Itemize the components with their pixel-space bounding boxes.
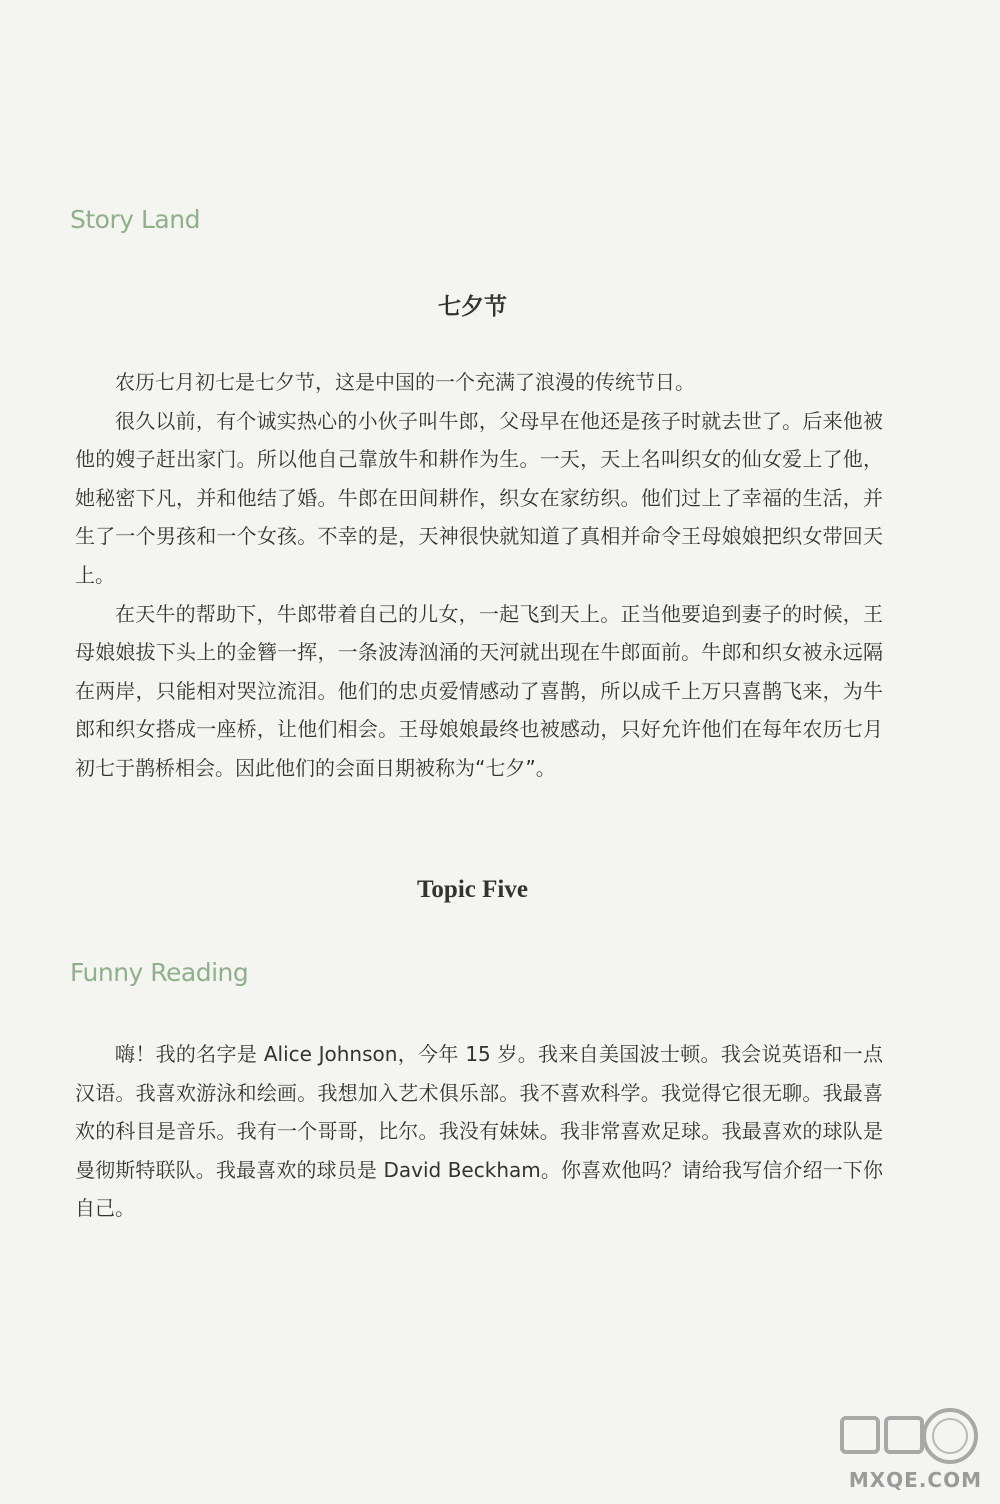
watermark-text: MXQE.COM: [848, 1468, 982, 1492]
story-body: [75, 363, 883, 788]
answer-circle-logo-icon: [822, 1404, 982, 1468]
topic-title: Topic Five: [417, 876, 528, 903]
watermark: [822, 1404, 982, 1494]
section-label-story-land: Story Land: [70, 205, 200, 234]
story-title: 七夕节: [438, 294, 507, 320]
reading-paragraph: 嗨！我的名字是 Alice Johnson，今年 15 岁。我来自美国波士顿。我会说英语和一点汉语。我喜欢游泳和绘画。我想加入艺术俱乐部。我不喜欢科学。我觉得它很无聊。我最喜欢的科目是音乐。我有一个哥哥，比尔。我没有妹妹。我非常喜欢足球。我最喜欢的球队是曼彻斯特联队。我最喜欢的球员是 David Beckham。你喜欢他吗？请给我写信介绍一下你自己。: [75, 1042, 883, 1221]
story-paragraph: 农历七月初七是七夕节，这是中国的一个充满了浪漫的传统节日。: [115, 370, 695, 394]
section-label-funny-reading: Funny Reading: [70, 958, 249, 987]
story-paragraph: 很久以前，有个诚实热心的小伙子叫牛郎，父母早在他还是孩子时就去世了。后来他被他的嫂子赶出家门。所以他自己靠放牛和耕作为生。一天，天上名叫织女的仙女爱上了他，她秘密下凡，并和他结了婚。牛郎在田间耕作，织女在家纺织。他们过上了幸福的生活，并生了一个男孩和一个女孩。不幸的是，天神很快就知道了真相并命令王母娘娘把织女带回天上。: [75, 408, 883, 587]
reading-body: [75, 1035, 883, 1228]
story-paragraph: 在天牛的帮助下，牛郎带着自己的儿女，一起飞到天上。正当他要追到妻子的时候，王母娘娘拔下头上的金簪一挥，一条波涛汹涌的天河就出现在牛郎面前。牛郎和织女被永远隔在两岸，只能相对哭泣流泪。他们的忠贞爱情感动了喜鹊，所以成千上万只喜鹊飞来，为牛郎和织女搭成一座桥，让他们相会。王母娘娘最终也被感动，只好允许他们在每年农历七月初七于鹊桥相会。因此他们的会面日期被称为“七夕”。: [75, 601, 883, 780]
